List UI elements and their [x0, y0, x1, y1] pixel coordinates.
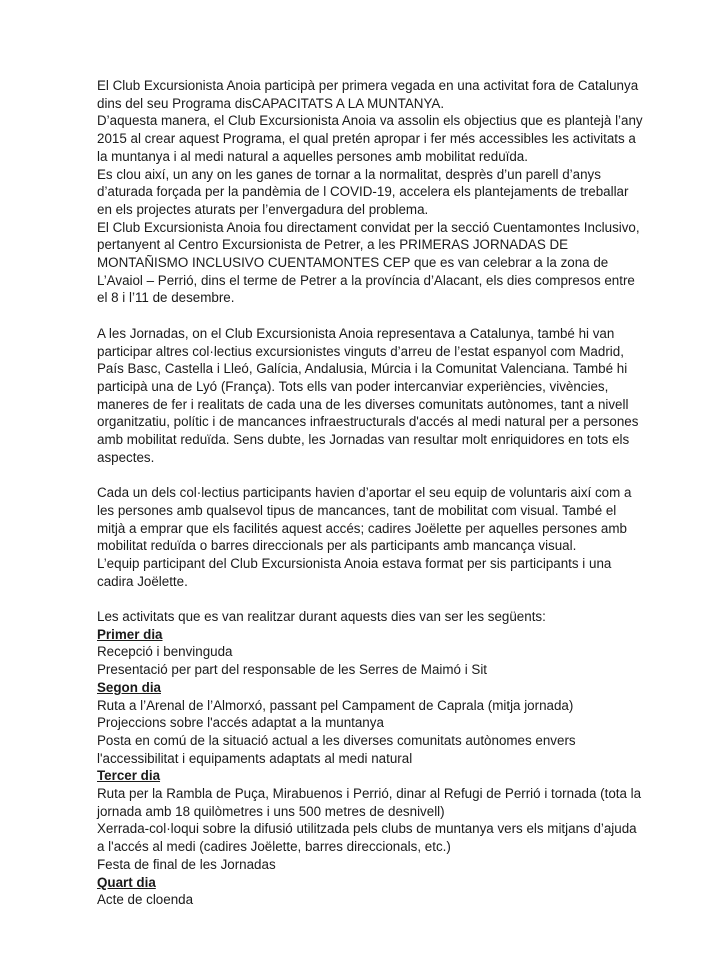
day-item: Ruta per la Rambla de Puça, Mirabuenos i Perrió, dinar al Refugi de Perrió i tornada (tota la jornada amb 18 quilòmetres i uns 500 metres de desnivell): [97, 786, 642, 819]
day-heading-segon: Segon dia: [97, 679, 161, 695]
intro-paragraph-3: Es clou així, un any on les ganes de tornar a la normalitat, desprès d’un parell d’anys d’aturada forçada per la pandèmia de l COVID-19, accelera els plantejaments de treballar en els projectes aturats per l’envergadura del problema.: [97, 166, 629, 217]
intro-paragraph-4: El Club Excursionista Anoia fou directament convidat per la secció Cuentamontes Inclusivo, pertanyent al Centro Excursionista de Petrer, a les PRIMERAS JORNADAS DE MONTAÑISMO INCLUSIVO CUENTAMONTES CEP que es van celebrar a la zona de L’Avaiol – Perrió, dins el terme de Petrer a la província d’Alacant, els dies compresos entre el 8 i l’11 de desembre.: [97, 219, 640, 306]
document-page: [97, 77, 645, 909]
equip-paragraph-1: Cada un dels col·lectius participants havien d’aportar el seu equip de voluntaris així com a les persones amb qualsevol tipus de mancances, tant de mobilitat com visual. També el mitjà a emprar que els facilités aquest accés; cadires Joëlette per aquelles persones amb mobilitat reduïda o barres direccionals per als participants amb mancança visual.: [97, 485, 632, 554]
day-item: Xerrada-col·loqui sobre la difusió utilitzada pels clubs de muntanya vers els mitjans d’ajuda a l'accés al medi (cadires Joëlette, barres direccionals, etc.): [97, 821, 637, 855]
day-item: Ruta a l’Arenal de l’Almorxó, passant pel Campament de Caprala (mitja jornada): [97, 697, 574, 713]
intro-paragraph-2: D’aquesta manera, el Club Excursionista Anoia va assolin els objectius que es plantejà l’any 2015 al crear aquest Programa, el qual pretén apropar i fer més accessibles les activitats a la muntanya i al medi natural a aquelles persones amb mobilitat reduïda.: [97, 113, 643, 164]
day-item: Acte de cloenda: [97, 892, 194, 908]
day-item: Festa de final de les Jornadas: [97, 856, 276, 872]
day-heading-quart: Quart dia: [97, 874, 156, 890]
paragraph-gap: [97, 590, 645, 608]
day-item: Posta en comú de la situació actual a les diverses comunitats autònomes envers l'accessibilitat i equipaments adaptats al medi natural: [97, 732, 576, 766]
paragraph-gap: [97, 307, 645, 325]
day-heading-primer: Primer dia: [97, 626, 163, 642]
day-item: Presentació per part del responsable de les Serres de Maimó i Sit: [97, 662, 488, 678]
day-item: Recepció i benvinguda: [97, 644, 233, 660]
paragraph-gap: [97, 466, 645, 484]
day-item: Projeccions sobre l'accés adaptat a la muntanya: [97, 715, 384, 731]
day-heading-tercer: Tercer dia: [97, 768, 161, 784]
activitats-intro: Les activitats que es van realitzar durant aquests dies van ser les següents:: [97, 609, 546, 625]
equip-paragraph-2: L’equip participant del Club Excursionista Anoia estava format per sis participants i una cadira Joëlette.: [97, 555, 612, 589]
intro-paragraph-1: El Club Excursionista Anoia participà per primera vegada en una activitat fora de Catalunya dins del seu Programa disCAPACITATS A LA MUNTANYA.: [97, 78, 639, 111]
jornadas-paragraph: A les Jornadas, on el Club Excursionista Anoia representava a Catalunya, també hi van participar altres col·lectius excursionistes vinguts d’arreu de l’estat espanyol com Madrid, País Basc, Castella i Lleó, Galícia, Andalusia, Múrcia i la Comunitat Valenciana. També hi participà una de Lyó (França). Tots ells van poder intercanviar experiències, vivències, maneres de fer i realitats de cada una de les diverses comunitats autònomes, tant a nivell organitzatiu, polític i de mancances infraestructurals d'accés al medi natural per a persones amb mobilitat reduïda. Sens dubte, les Jornadas van resultar molt enriquidores en tots els aspectes.: [97, 325, 639, 465]
